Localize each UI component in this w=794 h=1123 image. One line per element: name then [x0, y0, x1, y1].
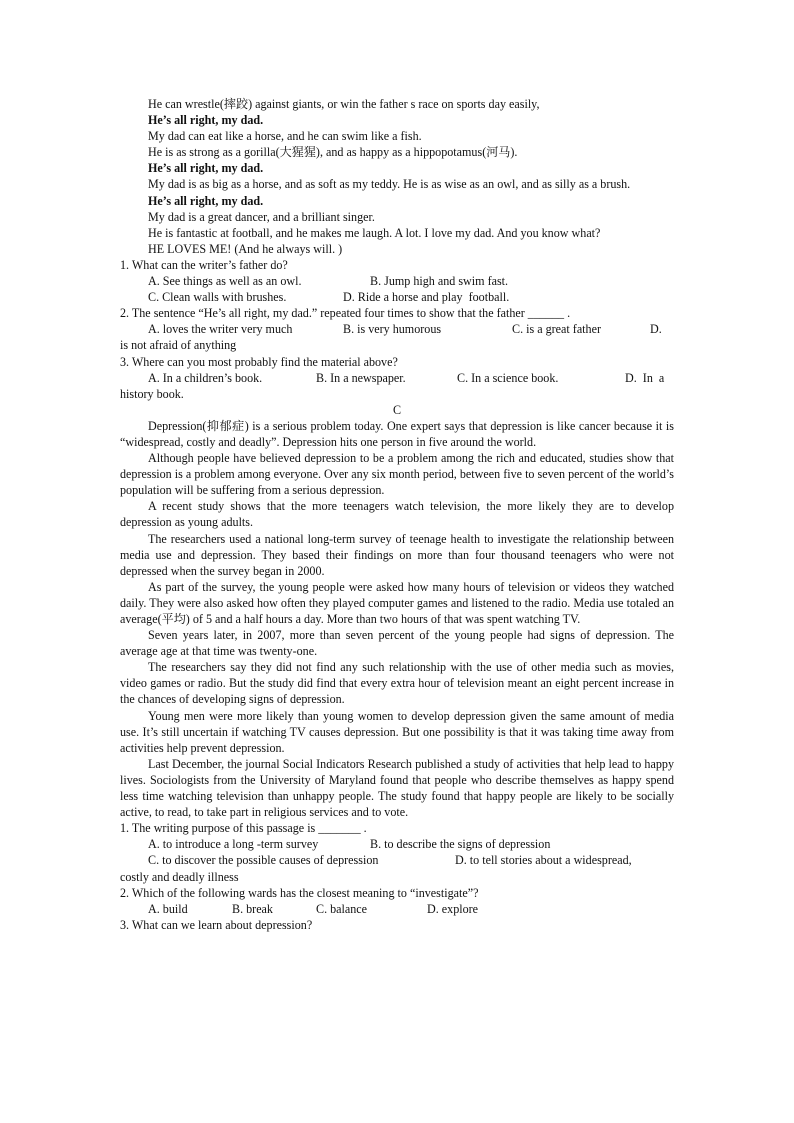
option-b: B. Jump high and swim fast.	[370, 274, 509, 289]
paragraph: A recent study shows that the more teenagers watch television, the more likely they are to develop depression as young adults.	[120, 499, 674, 530]
section-heading: C	[392, 402, 402, 417]
poem-refrain: He’s all right, my dad.	[148, 161, 264, 176]
paragraph: Depression(抑郁症) is a serious problem today. One expert says that depression is like cancer because it is “widespread, costly and deadly”. Depression hits one person in five around the world.	[120, 418, 674, 449]
option-c: C. Clean walls with brushes.	[148, 290, 287, 305]
paragraph: The researchers used a national long-term survey of teenage health to investigate the relationship between media use and depression. They based their findings on more than four thousand teenagers who were not depressed when the survey began in 2000.	[120, 531, 674, 578]
poem-line: HE LOVES ME! (And he always will. )	[148, 241, 343, 256]
paragraph: The researchers say they did not find any such relationship with the use of other media such as movies, video games or radio. But the study did find that every extra hour of television meant an eight percent increase in the chances of developing signs of depression.	[120, 660, 674, 707]
option-b: B. break	[232, 901, 273, 916]
option-a: A. loves the writer very much	[148, 322, 293, 337]
option-b: B. is very humorous	[343, 322, 442, 337]
option-d-continued: is not afraid of anything	[120, 338, 237, 353]
option-a: A. build	[148, 901, 188, 916]
option-d: D. explore	[427, 901, 479, 916]
option-a: A. In a children’s book.	[148, 370, 263, 385]
paragraph: As part of the survey, the young people were asked how many hours of television or videos they watched daily. They were also asked how often they played computer games and listened to the radio. Media use totaled an average(平均) of 5 and a half hours a day. More than two hours of that was spent watching TV.	[120, 579, 674, 626]
options-row	[120, 370, 674, 386]
poem-refrain: He’s all right, my dad.	[148, 113, 264, 128]
paragraph: Although people have believed depression to be a problem among the rich and educated, studies show that depression is a problem among everyone. Over any six month period, between five to seven percent of the world’s population will be suffering from a serious depression.	[120, 451, 674, 498]
paragraph: Seven years later, in 2007, more than seven percent of the young people had signs of depression. The average age at that time was twenty-one.	[120, 628, 674, 659]
option-c: C. balance	[316, 901, 368, 916]
option-d: D. to tell stories about a widespread,	[455, 853, 632, 868]
options-row	[120, 852, 674, 868]
options-row	[120, 901, 674, 917]
options-row	[120, 836, 674, 852]
question-c-3: 3. What can we learn about depression?	[120, 917, 313, 932]
option-d: D.	[650, 322, 662, 337]
poem-line: My dad is as big as a horse, and as soft as my teddy. He is as wise as an owl, and as silly as a brush.	[148, 177, 631, 192]
option-d: D. Ride a horse and play football.	[343, 290, 510, 305]
option-b: B. In a newspaper.	[316, 370, 406, 385]
options-row	[120, 273, 674, 289]
options-row	[120, 289, 674, 305]
paragraph: Last December, the journal Social Indicators Research published a study of activities that help lead to happy lives. Sociologists from the University of Maryland found that people who describe themselves as happy spend less time watching television than unhappy people. The study found that happy people are likely to be socially active, to read, to take part in religious services and to vote.	[120, 756, 674, 820]
question-b-1: 1. What can the writer’s father do?	[120, 257, 288, 272]
question-b-3: 3. Where can you most probably find the material above?	[120, 354, 398, 369]
question-c-2: 2. Which of the following wards has the closest meaning to “investigate”?	[120, 885, 479, 900]
question-c-1: 1. The writing purpose of this passage is _______ .	[120, 821, 367, 836]
poem-line: He can wrestle(摔跤) against giants, or win the father s race on sports day easily,	[148, 97, 540, 111]
poem-refrain: He’s all right, my dad.	[148, 193, 264, 208]
question-b-2: 2. The sentence “He’s all right, my dad.” repeated four times to show that the father ______ .	[120, 306, 571, 321]
option-b: B. to describe the signs of depression	[370, 837, 551, 852]
document-page	[120, 96, 674, 933]
poem-line: My dad can eat like a horse, and he can swim like a fish.	[148, 129, 422, 144]
poem-line: He is as strong as a gorilla(大猩猩), and as happy as a hippopotamus(河马).	[148, 145, 518, 160]
option-c: C. is a great father	[512, 322, 601, 337]
option-c: C. In a science book.	[457, 370, 559, 385]
option-d-continued: costly and deadly illness	[120, 869, 239, 884]
option-d: D. In a	[625, 370, 665, 385]
option-a: A. See things as well as an owl.	[148, 274, 302, 289]
option-a: A. to introduce a long -term survey	[148, 837, 319, 852]
option-d-continued: history book.	[120, 386, 184, 401]
poem-line: He is fantastic at football, and he makes me laugh. A lot. I love my dad. And you know what?	[148, 225, 601, 240]
option-c: C. to discover the possible causes of depression	[148, 853, 379, 868]
paragraph: Young men were more likely than young women to develop depression given the same amount of media use. It’s still uncertain if watching TV causes depression. But one possibility is that it was taking time away from activities help prevent depression.	[120, 708, 674, 755]
options-row	[120, 321, 674, 337]
poem-line: My dad is a great dancer, and a brilliant singer.	[148, 209, 375, 224]
